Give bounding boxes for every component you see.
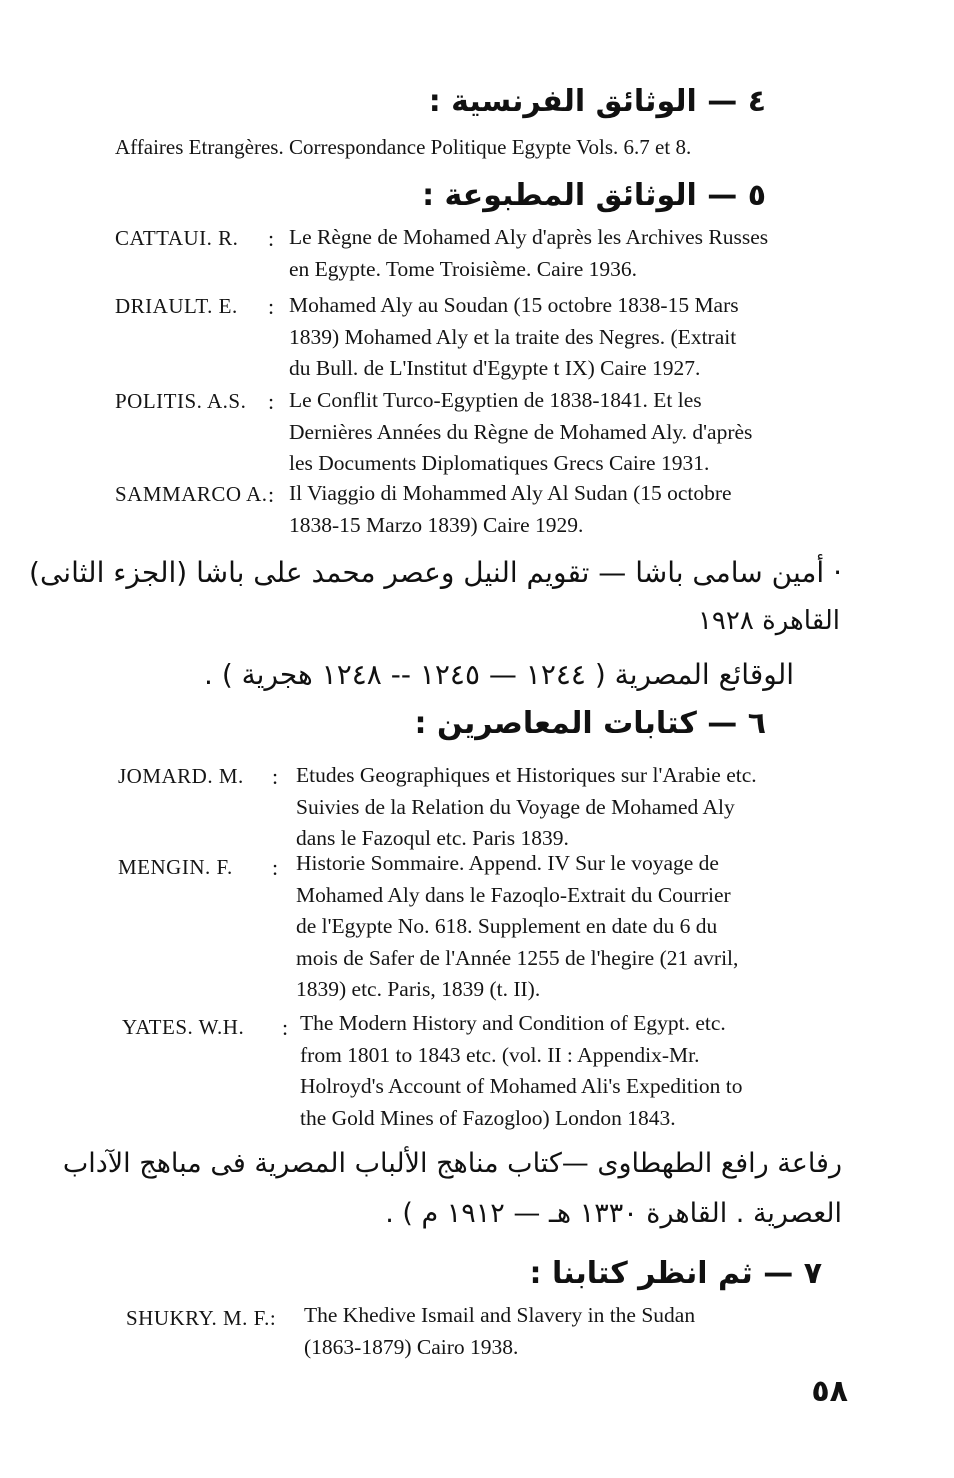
entry-colon: : xyxy=(268,389,275,414)
entry-author: JOMARD. M. xyxy=(118,764,244,788)
waqaei-reference: الوقائع المصرية ( ١٢٤٤ — ١٢٤٥ -- ١٢٤٨ هجرية ) . xyxy=(204,658,794,691)
entry-line: dans le Fazoqul etc. Paris 1839. xyxy=(296,826,569,850)
entry-author: SAMMARCO A. xyxy=(115,482,268,506)
entry-text xyxy=(296,848,841,1006)
entry-author: MENGIN. F. xyxy=(118,855,233,879)
entry-line: Suivies de la Relation du Voyage de Mohamed Aly xyxy=(296,794,735,819)
entry-colon: : xyxy=(282,1015,289,1040)
entry-author: CATTAUI. R. xyxy=(115,226,239,250)
entry-line: The Modern History and Condition of Egypt. etc. xyxy=(300,1011,726,1035)
entry-colon: : xyxy=(268,226,275,251)
entry-line: Etudes Geographiques et Historiques sur l'Arabie etc. xyxy=(296,763,757,787)
entry-line: Le Conflit Turco-Egyptien de 1838-1841. Et les xyxy=(289,388,702,412)
entry-line: du Bull. de L'Institut d'Egypte t IX) Caire 1927. xyxy=(289,356,701,380)
entry-line: 1838-15 Marzo 1839) Caire 1929. xyxy=(289,512,584,537)
entry-colon: : xyxy=(272,764,279,789)
entry-colon: : xyxy=(268,482,275,507)
entry-line: Le Règne de Mohamed Aly d'après les Archives Russes xyxy=(289,225,769,249)
entry-text xyxy=(300,1008,845,1134)
entry-line: Dernières Années du Règne de Mohamed Aly. d'après xyxy=(289,419,753,444)
entry-line: Historie Sommaire. Append. IV Sur le voyage de xyxy=(296,851,719,875)
rifaa-reference-line2: العصرية . القاهرة ١٣٣٠ هـ — ١٩١٢ م ) . xyxy=(385,1198,842,1229)
entry-line: Mohamed Aly dans le Fazoqlo-Extrait du Courrier xyxy=(296,882,731,907)
entry-colon: : xyxy=(268,294,275,319)
entry-text xyxy=(296,760,841,855)
entry-line: 1839) Mohamed Aly et la traite des Negres. (Extrait xyxy=(289,324,737,349)
entry-author: DRIAULT. E. xyxy=(115,294,238,318)
amin-sami-reference-line1: · أمين سامى باشا — تقويم النيل وعصر محمد على باشا (الجزء الثانى) xyxy=(29,556,842,589)
section-6-heading: ٦ — كتابات المعاصرين : xyxy=(414,706,766,741)
rifaa-reference-line1: رفاعة رافع الطهطاوى —كتاب مناهج الألباب المصرية فى مباهج الآداب xyxy=(62,1148,842,1179)
section-4-line: Affaires Etrangères. Correspondance Politique Egypte Vols. 6.7 et 8. xyxy=(115,135,692,159)
page-number: ٥٨ xyxy=(811,1374,848,1409)
entry-line: Holroyd's Account of Mohamed Ali's Expedition to xyxy=(300,1074,743,1098)
entry-line: from 1801 to 1843 etc. (vol. II : Appendix-Mr. xyxy=(300,1042,700,1067)
entry-author: YATES. W.H. xyxy=(122,1015,245,1039)
entry-line: mois de Safer de l'Année 1255 de l'hegire (21 avril, xyxy=(296,945,739,970)
amin-sami-reference-line2: القاهرة ١٩٢٨ xyxy=(697,606,840,636)
entry-line: Il Viaggio di Mohammed Aly Al Sudan (15 octobre xyxy=(289,481,732,505)
entry-line: de l'Egypte No. 618. Supplement en date du 6 du xyxy=(296,914,718,938)
entry-line: les Documents Diplomatiques Grecs Caire 1931. xyxy=(289,451,710,475)
entry-text xyxy=(289,478,837,541)
entry-author: POLITIS. A.S. xyxy=(115,389,247,413)
entry-line: the Gold Mines of Fazogloo) London 1843. xyxy=(300,1105,676,1130)
entry-line: 1839) etc. Paris, 1839 (t. II). xyxy=(296,977,541,1001)
entry-line: The Khedive Ismail and Slavery in the Sudan xyxy=(304,1303,696,1327)
entry-line: (1863-1879) Cairo 1938. xyxy=(304,1334,519,1359)
entry-colon: : xyxy=(272,855,279,880)
entry-author: SHUKRY. M. F.: xyxy=(126,1306,277,1330)
entry-line: Mohamed Aly au Soudan (15 octobre 1838-15 Mars xyxy=(289,293,739,317)
section-7-heading: ٧ — ثم انظر كتابنا : xyxy=(529,1256,822,1291)
section-4-heading: ٤ — الوثائق الفرنسية : xyxy=(428,84,766,119)
section-5-heading: ٥ — الوثائق المطبوعة : xyxy=(422,178,766,213)
entry-line: en Egypte. Tome Troisième. Caire 1936. xyxy=(289,256,638,281)
entry-text xyxy=(289,385,837,480)
entry-text xyxy=(289,290,837,385)
entry-text xyxy=(304,1300,844,1363)
entry-text xyxy=(289,222,837,285)
